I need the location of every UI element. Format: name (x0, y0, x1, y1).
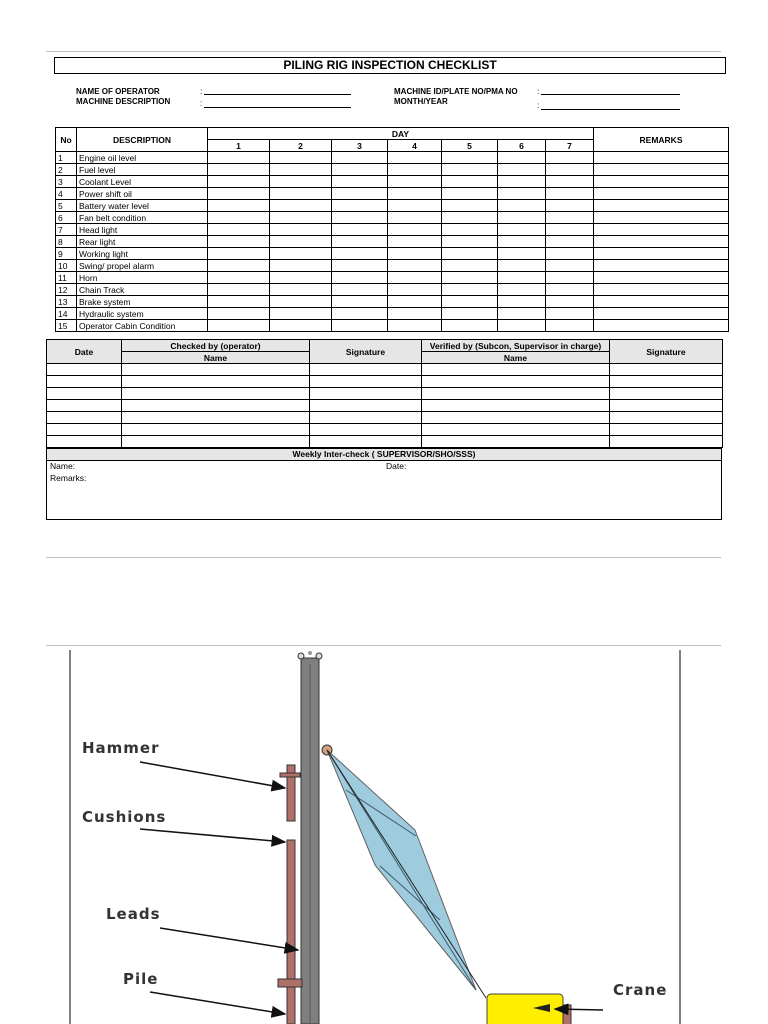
signature-cell[interactable] (310, 400, 422, 412)
cushions-arrow (140, 829, 285, 842)
day-check-cell[interactable] (546, 308, 594, 320)
date-cell[interactable] (47, 436, 122, 448)
machine-id-label: MACHINE ID/PLATE NO/PMA NO (394, 87, 518, 96)
checklist-row (56, 212, 729, 224)
day-check-cell[interactable] (270, 272, 332, 284)
day-check-cell[interactable] (270, 200, 332, 212)
weekly-date-label: Date: (386, 461, 407, 471)
day-check-cell[interactable] (546, 224, 594, 236)
signature-cell[interactable] (310, 364, 422, 376)
day-check-cell[interactable] (388, 164, 442, 176)
checklist-row (56, 152, 729, 164)
signature-cell[interactable] (310, 436, 422, 448)
remarks-cell[interactable] (594, 188, 729, 200)
remarks-cell[interactable] (594, 284, 729, 296)
checked-by-name-cell[interactable] (122, 364, 310, 376)
remarks-cell[interactable] (594, 224, 729, 236)
checklist-row (56, 320, 729, 332)
day-check-cell[interactable] (498, 272, 546, 284)
leads-mast (298, 651, 322, 1024)
signature-cell[interactable] (310, 376, 422, 388)
col-signature-2-header: Signature (610, 340, 723, 364)
signature-2-cell[interactable] (610, 412, 723, 424)
day-check-cell[interactable] (498, 152, 546, 164)
day-check-cell[interactable] (498, 284, 546, 296)
remarks-cell[interactable] (594, 236, 729, 248)
hammer-label: Hammer (82, 739, 160, 757)
day-check-cell[interactable] (270, 164, 332, 176)
day-check-cell[interactable] (208, 164, 270, 176)
day-check-cell[interactable] (546, 296, 594, 308)
item-number: 10 (56, 260, 77, 272)
remarks-cell[interactable] (594, 176, 729, 188)
signature-2-cell[interactable] (610, 376, 723, 388)
day-column-header: 1 (208, 140, 270, 152)
item-number: 8 (56, 236, 77, 248)
month-year-label: MONTH/YEAR (394, 97, 448, 106)
day-check-cell[interactable] (442, 260, 498, 272)
day-check-cell[interactable] (388, 224, 442, 236)
day-check-cell[interactable] (546, 236, 594, 248)
day-check-cell[interactable] (208, 200, 270, 212)
pile-label: Pile (123, 970, 159, 988)
day-check-cell[interactable] (498, 200, 546, 212)
signoff-table (46, 339, 723, 448)
col-name-header: Name (122, 352, 310, 364)
machine-description-field[interactable] (204, 107, 351, 108)
item-number: 9 (56, 248, 77, 260)
day-check-cell[interactable] (208, 272, 270, 284)
item-description: Chain Track (77, 284, 208, 296)
day-check-cell[interactable] (270, 260, 332, 272)
checked-by-name-cell[interactable] (122, 436, 310, 448)
day-check-cell[interactable] (270, 224, 332, 236)
day-check-cell[interactable] (388, 200, 442, 212)
day-check-cell[interactable] (442, 212, 498, 224)
checklist-row (56, 272, 729, 284)
day-check-cell[interactable] (442, 284, 498, 296)
day-check-cell[interactable] (546, 176, 594, 188)
day-check-cell[interactable] (208, 236, 270, 248)
day-check-cell[interactable] (208, 296, 270, 308)
day-check-cell[interactable] (498, 188, 546, 200)
remarks-cell[interactable] (594, 164, 729, 176)
checklist-row (56, 308, 729, 320)
item-description: Brake system (77, 296, 208, 308)
remarks-cell[interactable] (594, 296, 729, 308)
operator-field[interactable] (204, 94, 351, 95)
verified-by-name-cell[interactable] (422, 388, 610, 400)
day-check-cell[interactable] (442, 308, 498, 320)
checked-by-name-cell[interactable] (122, 424, 310, 436)
item-number: 4 (56, 188, 77, 200)
day-check-cell[interactable] (270, 284, 332, 296)
col-name-2-header: Name (422, 352, 610, 364)
item-description: Engine oil level (77, 152, 208, 164)
date-cell[interactable] (47, 400, 122, 412)
day-check-cell[interactable] (388, 248, 442, 260)
item-description: Head light (77, 224, 208, 236)
day-check-cell[interactable] (332, 212, 388, 224)
day-check-cell[interactable] (388, 272, 442, 284)
remarks-cell[interactable] (594, 248, 729, 260)
weekly-name-label: Name: (50, 461, 76, 471)
day-check-cell[interactable] (208, 212, 270, 224)
signature-2-cell[interactable] (610, 424, 723, 436)
day-check-cell[interactable] (546, 320, 594, 332)
day-check-cell[interactable] (332, 188, 388, 200)
checklist-row (56, 200, 729, 212)
item-number: 6 (56, 212, 77, 224)
day-check-cell[interactable] (270, 236, 332, 248)
machine-id-field[interactable] (541, 94, 680, 95)
day-check-cell[interactable] (270, 188, 332, 200)
day-check-cell[interactable] (332, 200, 388, 212)
day-check-cell[interactable] (332, 152, 388, 164)
item-number: 12 (56, 284, 77, 296)
verified-by-name-cell[interactable] (422, 436, 610, 448)
verified-by-name-cell[interactable] (422, 364, 610, 376)
day-check-cell[interactable] (442, 320, 498, 332)
signature-2-cell[interactable] (610, 400, 723, 412)
checklist-row (56, 164, 729, 176)
item-description: Rear light (77, 236, 208, 248)
checklist-row (56, 188, 729, 200)
signature-2-cell[interactable] (610, 388, 723, 400)
day-check-cell[interactable] (498, 320, 546, 332)
col-no-header: No (56, 128, 77, 152)
hammer-arrow (140, 762, 285, 788)
day-check-cell[interactable] (208, 260, 270, 272)
checklist-row (56, 296, 729, 308)
day-column-header: 4 (388, 140, 442, 152)
weekly-intercheck-box (46, 448, 722, 520)
crane-label: Crane (613, 981, 668, 999)
remarks-cell[interactable] (594, 320, 729, 332)
machine-description-label: MACHINE DESCRIPTION (76, 97, 171, 106)
day-check-cell[interactable] (442, 248, 498, 260)
day-check-cell[interactable] (442, 224, 498, 236)
checklist-row (56, 236, 729, 248)
day-column-header: 6 (498, 140, 546, 152)
checked-by-name-cell[interactable] (122, 388, 310, 400)
day-check-cell[interactable] (388, 188, 442, 200)
day-check-cell[interactable] (388, 236, 442, 248)
machine-description-colon: : (200, 99, 203, 108)
day-check-cell[interactable] (388, 320, 442, 332)
signoff-row (47, 436, 723, 448)
checklist-row (56, 260, 729, 272)
item-description: Swing/ propel alarm (77, 260, 208, 272)
day-check-cell[interactable] (442, 176, 498, 188)
col-checked-by-header: Checked by (operator) (122, 340, 310, 352)
day-column-header: 2 (270, 140, 332, 152)
item-description: Fan belt condition (77, 212, 208, 224)
day-check-cell[interactable] (498, 236, 546, 248)
day-check-cell[interactable] (332, 236, 388, 248)
day-check-cell[interactable] (388, 296, 442, 308)
day-check-cell[interactable] (332, 176, 388, 188)
item-number: 2 (56, 164, 77, 176)
day-check-cell[interactable] (546, 272, 594, 284)
day-check-cell[interactable] (332, 164, 388, 176)
day-check-cell[interactable] (388, 260, 442, 272)
day-check-cell[interactable] (332, 296, 388, 308)
signoff-row (47, 400, 723, 412)
weekly-remarks-label: Remarks: (50, 473, 87, 483)
checked-by-name-cell[interactable] (122, 376, 310, 388)
day-check-cell[interactable] (442, 272, 498, 284)
day-check-cell[interactable] (208, 248, 270, 260)
day-check-cell[interactable] (388, 308, 442, 320)
item-description: Fuel level (77, 164, 208, 176)
inspection-checklist-table (55, 127, 729, 332)
day-check-cell[interactable] (442, 296, 498, 308)
day-check-cell[interactable] (546, 164, 594, 176)
day-check-cell[interactable] (270, 320, 332, 332)
section-divider-rule (46, 557, 721, 558)
weekly-intercheck-title: Weekly Inter-check ( SUPERVISOR/SHO/SSS) (47, 449, 721, 461)
day-check-cell[interactable] (546, 200, 594, 212)
date-cell[interactable] (47, 424, 122, 436)
date-cell[interactable] (47, 376, 122, 388)
checklist-row (56, 224, 729, 236)
day-column-header: 7 (546, 140, 594, 152)
signature-2-cell[interactable] (610, 364, 723, 376)
day-check-cell[interactable] (498, 296, 546, 308)
day-check-cell[interactable] (498, 248, 546, 260)
remarks-cell[interactable] (594, 260, 729, 272)
cushions-label: Cushions (82, 808, 167, 826)
item-description: Hydraulic system (77, 308, 208, 320)
month-year-field[interactable] (541, 109, 680, 110)
checked-by-name-cell[interactable] (122, 400, 310, 412)
item-description: Horn (77, 272, 208, 284)
remarks-cell[interactable] (594, 212, 729, 224)
day-check-cell[interactable] (498, 308, 546, 320)
checked-by-name-cell[interactable] (122, 412, 310, 424)
day-check-cell[interactable] (388, 212, 442, 224)
signature-cell[interactable] (310, 412, 422, 424)
piling-rig-diagram (0, 640, 768, 1024)
col-date-header: Date (47, 340, 122, 364)
checklist-row (56, 248, 729, 260)
day-check-cell[interactable] (270, 212, 332, 224)
operator-colon: : (200, 87, 203, 96)
day-check-cell[interactable] (442, 152, 498, 164)
item-description: Operator Cabin Condition (77, 320, 208, 332)
checklist-row (56, 284, 729, 296)
day-check-cell[interactable] (208, 284, 270, 296)
day-check-cell[interactable] (388, 152, 442, 164)
item-number: 3 (56, 176, 77, 188)
leads-arrow (160, 928, 298, 950)
day-check-cell[interactable] (332, 272, 388, 284)
item-description: Power shift oil (77, 188, 208, 200)
item-description: Battery water level (77, 200, 208, 212)
item-number: 11 (56, 272, 77, 284)
day-check-cell[interactable] (498, 224, 546, 236)
signoff-row (47, 388, 723, 400)
item-description: Working light (77, 248, 208, 260)
day-check-cell[interactable] (442, 200, 498, 212)
day-check-cell[interactable] (332, 260, 388, 272)
day-check-cell[interactable] (442, 236, 498, 248)
verified-by-name-cell[interactable] (422, 400, 610, 412)
date-cell[interactable] (47, 412, 122, 424)
crane-boom (322, 745, 486, 998)
month-year-colon: : (537, 101, 540, 110)
day-column-header: 5 (442, 140, 498, 152)
weekly-name-row (47, 461, 721, 473)
day-check-cell[interactable] (546, 188, 594, 200)
hammer-and-pile (278, 765, 302, 1024)
day-check-cell[interactable] (498, 260, 546, 272)
day-check-cell[interactable] (270, 308, 332, 320)
col-day-header: DAY (208, 128, 594, 140)
day-check-cell[interactable] (498, 176, 546, 188)
day-check-cell[interactable] (270, 296, 332, 308)
day-check-cell[interactable] (208, 188, 270, 200)
remarks-cell[interactable] (594, 152, 729, 164)
item-number: 15 (56, 320, 77, 332)
col-remarks-header: REMARKS (594, 128, 729, 152)
verified-by-name-cell[interactable] (422, 424, 610, 436)
day-check-cell[interactable] (270, 176, 332, 188)
piling-rig-illustration (0, 640, 768, 1024)
col-description-header: DESCRIPTION (77, 128, 208, 152)
item-number: 1 (56, 152, 77, 164)
remarks-cell[interactable] (594, 272, 729, 284)
day-check-cell[interactable] (208, 176, 270, 188)
col-signature-header: Signature (310, 340, 422, 364)
day-check-cell[interactable] (498, 164, 546, 176)
signature-cell[interactable] (310, 388, 422, 400)
day-check-cell[interactable] (208, 152, 270, 164)
day-check-cell[interactable] (546, 260, 594, 272)
operator-label: NAME OF OPERATOR (76, 87, 160, 96)
day-check-cell[interactable] (388, 284, 442, 296)
day-check-cell[interactable] (332, 224, 388, 236)
item-number: 7 (56, 224, 77, 236)
day-check-cell[interactable] (388, 176, 442, 188)
day-check-cell[interactable] (270, 152, 332, 164)
day-check-cell[interactable] (442, 188, 498, 200)
item-number: 13 (56, 296, 77, 308)
verified-by-name-cell[interactable] (422, 376, 610, 388)
leads-label: Leads (106, 905, 161, 923)
day-check-cell[interactable] (208, 320, 270, 332)
day-check-cell[interactable] (270, 248, 332, 260)
signoff-row (47, 364, 723, 376)
remarks-cell[interactable] (594, 200, 729, 212)
day-check-cell[interactable] (208, 224, 270, 236)
signoff-row (47, 376, 723, 388)
day-check-cell[interactable] (546, 284, 594, 296)
signoff-row (47, 424, 723, 436)
machine-id-colon: : (537, 87, 540, 96)
day-check-cell[interactable] (498, 212, 546, 224)
crane-arrow (555, 1009, 603, 1010)
day-check-cell[interactable] (546, 248, 594, 260)
day-check-cell[interactable] (442, 164, 498, 176)
weekly-remarks-row (47, 473, 721, 485)
item-number: 14 (56, 308, 77, 320)
day-column-header: 3 (332, 140, 388, 152)
item-description: Coolant Level (77, 176, 208, 188)
day-check-cell[interactable] (332, 308, 388, 320)
signature-cell[interactable] (310, 424, 422, 436)
day-check-cell[interactable] (546, 212, 594, 224)
day-check-cell[interactable] (546, 152, 594, 164)
form-title: PILING RIG INSPECTION CHECKLIST (54, 57, 726, 74)
date-cell[interactable] (47, 388, 122, 400)
signoff-row (47, 412, 723, 424)
verified-by-name-cell[interactable] (422, 412, 610, 424)
col-verified-by-header: Verified by (Subcon, Supervisor in charge) (422, 340, 610, 352)
remarks-cell[interactable] (594, 308, 729, 320)
day-check-cell[interactable] (332, 248, 388, 260)
top-rule (46, 51, 721, 52)
day-check-cell[interactable] (332, 284, 388, 296)
date-cell[interactable] (47, 364, 122, 376)
checklist-row (56, 176, 729, 188)
day-check-cell[interactable] (208, 308, 270, 320)
item-number: 5 (56, 200, 77, 212)
day-check-cell[interactable] (332, 320, 388, 332)
pile-arrow (150, 992, 285, 1014)
signature-2-cell[interactable] (610, 436, 723, 448)
